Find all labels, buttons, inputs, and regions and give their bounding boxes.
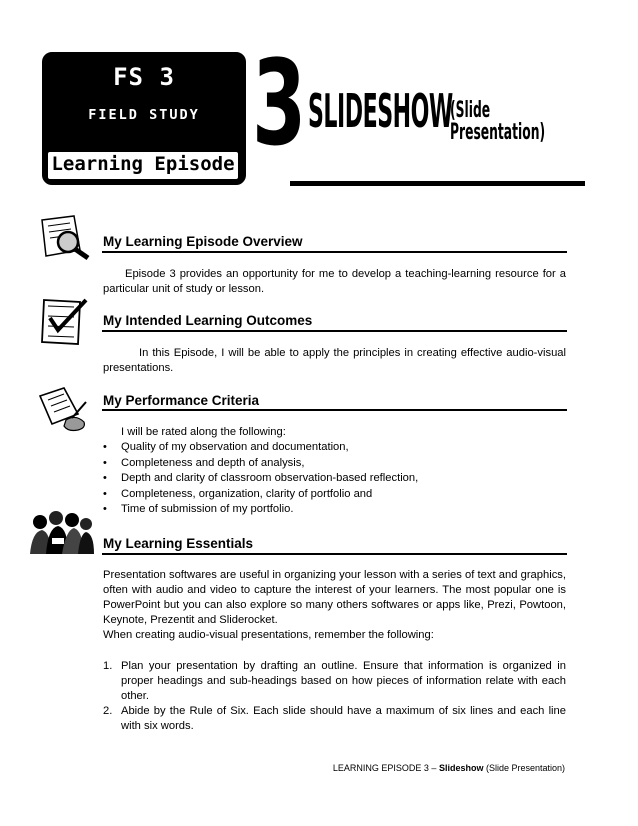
episode-subtitle: (Slide Presentation) [450, 98, 546, 145]
criteria-rule [102, 409, 567, 411]
criteria-item: • Depth and clarity of classroom observation-based reflection, [103, 471, 563, 487]
essentials-item [103, 659, 566, 704]
fs-label: FS 3 [113, 63, 175, 91]
badge-top [43, 53, 245, 150]
students-group-icon [26, 508, 98, 556]
criteria-intro: I will be rated along the following: [121, 426, 286, 438]
essentials-list [103, 659, 566, 734]
overview-heading: My Learning Episode Overview [103, 234, 303, 249]
page-footer [315, 763, 565, 773]
footer-slideshow: Slideshow [438, 763, 484, 773]
criteria-item: • Completeness and depth of analysis, [103, 456, 563, 472]
criteria-list [103, 440, 563, 518]
footer-dash: – [428, 763, 439, 773]
clipboard-writing-icon [34, 384, 94, 434]
title-underline [290, 181, 585, 186]
criteria-item: • Quality of my observation and documentation, [103, 440, 563, 456]
criteria-item: • Time of submission of my portfolio. [103, 502, 563, 518]
essentials-paragraph: Presentation softwares are useful in organizing your lesson with a series of text and graphics, often with audio and video to capture the interest of your learners. The most popular one is PowerPoint but you can also explore so many others softwares or apps like, Prezi, Powtoon, Keynote, Prezentit and Sliderocket. [103, 569, 566, 626]
outcomes-text: In this Episode, I will be able to apply the principles in creating effective audio-visual presentations. [103, 347, 566, 374]
footer-episode: LEARNING EPISODE 3 [332, 763, 429, 773]
episode-title: SLIDESHOW [308, 84, 453, 138]
magnifier-paper-icon [34, 212, 94, 262]
learning-episode-box [46, 150, 240, 181]
criteria-item: • Completeness, organization, clarity of portfolio and [103, 487, 563, 503]
outcomes-paragraph [103, 346, 566, 376]
outcomes-rule [102, 330, 567, 332]
item-text: Plan your presentation by drafting an outline. Ensure that information is organized in proper headings and sub-headings based on how pieces of information relate with each other. [121, 660, 566, 702]
essentials-heading: My Learning Essentials [103, 536, 254, 551]
checklist-icon [34, 296, 94, 346]
essentials-rule [102, 553, 567, 555]
learning-episode-label: Learning Episode [51, 153, 235, 175]
overview-text: Episode 3 provides an opportunity for me to develop a teaching-learning resource for a particular unit of study or lesson. [103, 268, 566, 295]
overview-paragraph [103, 267, 566, 297]
episode-number: 3 [252, 34, 305, 172]
footer-subtitle: (Slide Presentation) [483, 763, 565, 773]
overview-rule [102, 251, 567, 253]
field-study-badge [42, 52, 246, 185]
essentials-lead: When creating audio-visual presentations, remember the following: [103, 629, 434, 641]
item-text: Abide by the Rule of Six. Each slide should have a maximum of six lines and each line with six words. [121, 705, 566, 732]
essentials-item [103, 704, 566, 734]
outcomes-heading: My Intended Learning Outcomes [103, 313, 313, 328]
criteria-heading: My Performance Criteria [103, 393, 260, 408]
item-number: 1. [103, 660, 113, 672]
item-number: 2. [103, 705, 113, 717]
field-study-label: FIELD STUDY [88, 107, 200, 123]
